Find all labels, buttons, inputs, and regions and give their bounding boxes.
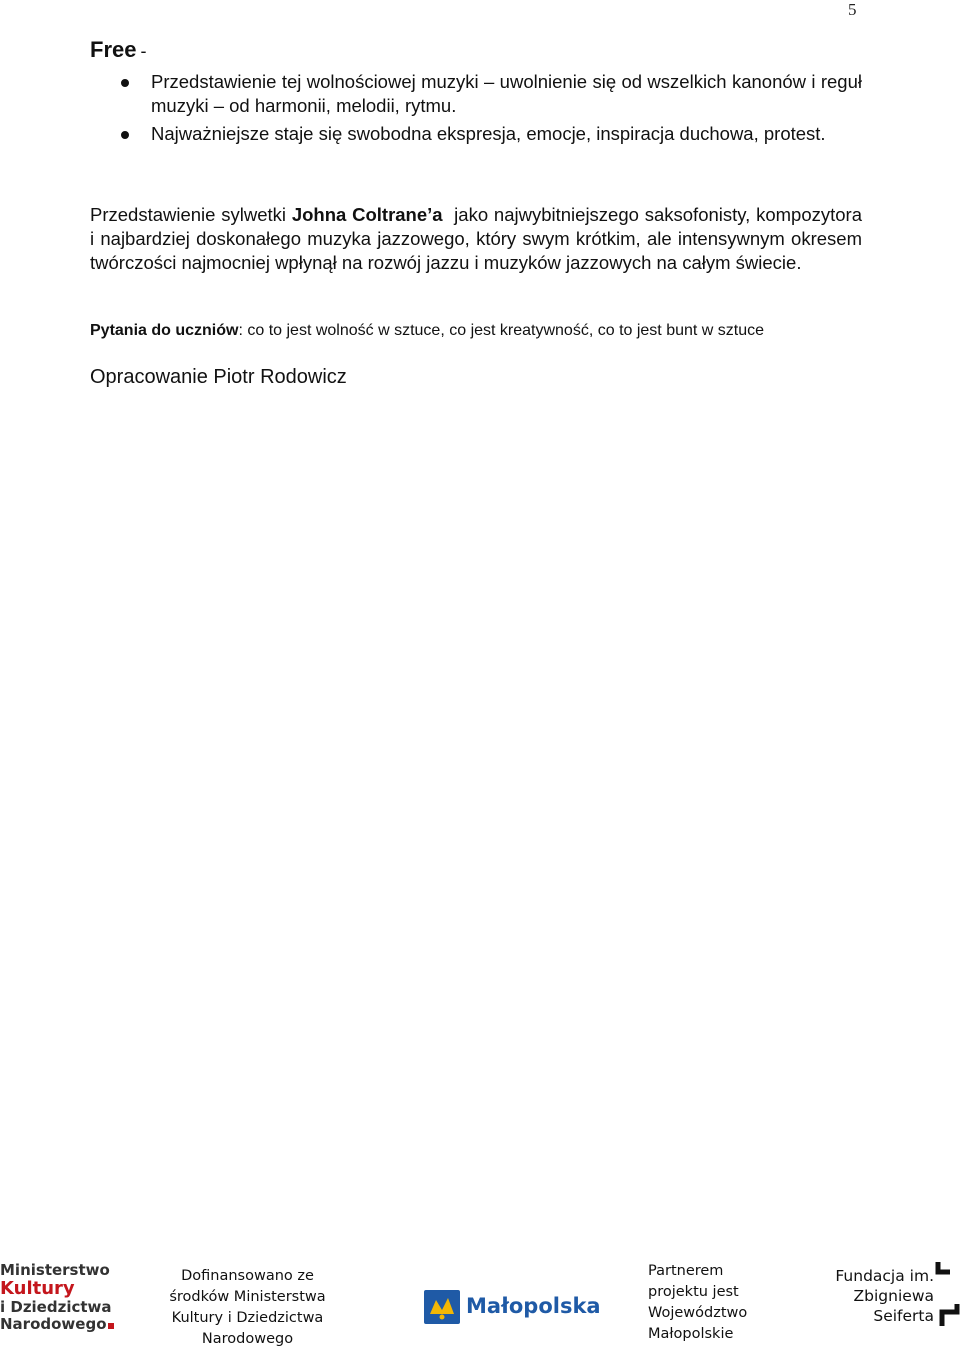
heading-dash: -	[140, 41, 147, 61]
fundacja-line: Seiferta	[873, 1307, 934, 1325]
malopolska-logo	[424, 1290, 601, 1324]
malopolska-emblem-icon	[424, 1290, 460, 1324]
ministry-logo-line: Ministerstwo	[0, 1261, 110, 1279]
fundacja-line: Zbigniewa	[853, 1287, 934, 1305]
ministry-logo	[0, 1262, 115, 1333]
coltrane-paragraph	[90, 203, 868, 275]
questions-line	[90, 320, 890, 342]
author-line: Opracowanie Piotr Rodowicz	[90, 366, 347, 388]
paragraph-bold-name: Johna Coltrane’a	[291, 204, 443, 225]
cofinanced-line: Kultury i Dziedzictwa	[171, 1310, 324, 1326]
partner-note	[648, 1261, 778, 1345]
questions-label: Pytania do uczniów	[90, 322, 239, 339]
paragraph-text: jako najwybitniejszego saksofonisty, kompozytora i najbardziej doskonałego muzyka jazzowego, który swym krótkim, ale intensywnym okresem twórczości najmocniej wpłynął na rozwój jazzu i muzyków jazzowych na całym świecie.	[90, 204, 868, 273]
list-item: Najważniejsze staje się swobodna ekspresja, emocje, inspiracja duchowa, protest.	[90, 122, 862, 146]
partner-line: Małopolskie	[648, 1326, 734, 1342]
partner-line: projektu jest	[648, 1284, 739, 1300]
ministry-logo-text: Narodowego	[0, 1315, 107, 1333]
ministry-logo-line	[0, 1316, 115, 1333]
fundacja-logo	[820, 1260, 960, 1330]
cofinanced-line: Narodowego	[201, 1331, 294, 1347]
heading-title: Free	[90, 37, 137, 62]
cofinanced-line: środków Ministerstwa	[169, 1289, 326, 1305]
ministry-logo-line: i Dziedzictwa	[0, 1298, 112, 1316]
partner-line: Województwo	[648, 1305, 748, 1321]
list-item: Przedstawienie tej wolnościowej muzyki – uwolnienie się od wszelkich kanonów i reguł muzyki – od harmonii, melodii, rytmu.	[90, 70, 862, 118]
fundacja-logo-text	[832, 1266, 934, 1326]
fundacja-line: Fundacja im.	[835, 1267, 934, 1285]
cofinanced-line: Dofinansowano ze	[181, 1268, 314, 1284]
malopolska-logo-text: Małopolska	[466, 1294, 601, 1318]
page-number: 5	[848, 0, 857, 19]
paragraph-text: Przedstawienie sylwetki	[90, 204, 292, 225]
bullet-list	[90, 70, 862, 150]
partner-line: Partnerem	[648, 1263, 724, 1279]
questions-text: : co to jest wolność w sztuce, co jest kreatywność, co to jest bunt w sztuce	[238, 322, 765, 339]
cofinanced-note	[165, 1266, 330, 1350]
red-square-icon	[108, 1323, 114, 1329]
ministry-logo-line: Kultury	[0, 1278, 75, 1299]
section-heading	[90, 36, 146, 65]
